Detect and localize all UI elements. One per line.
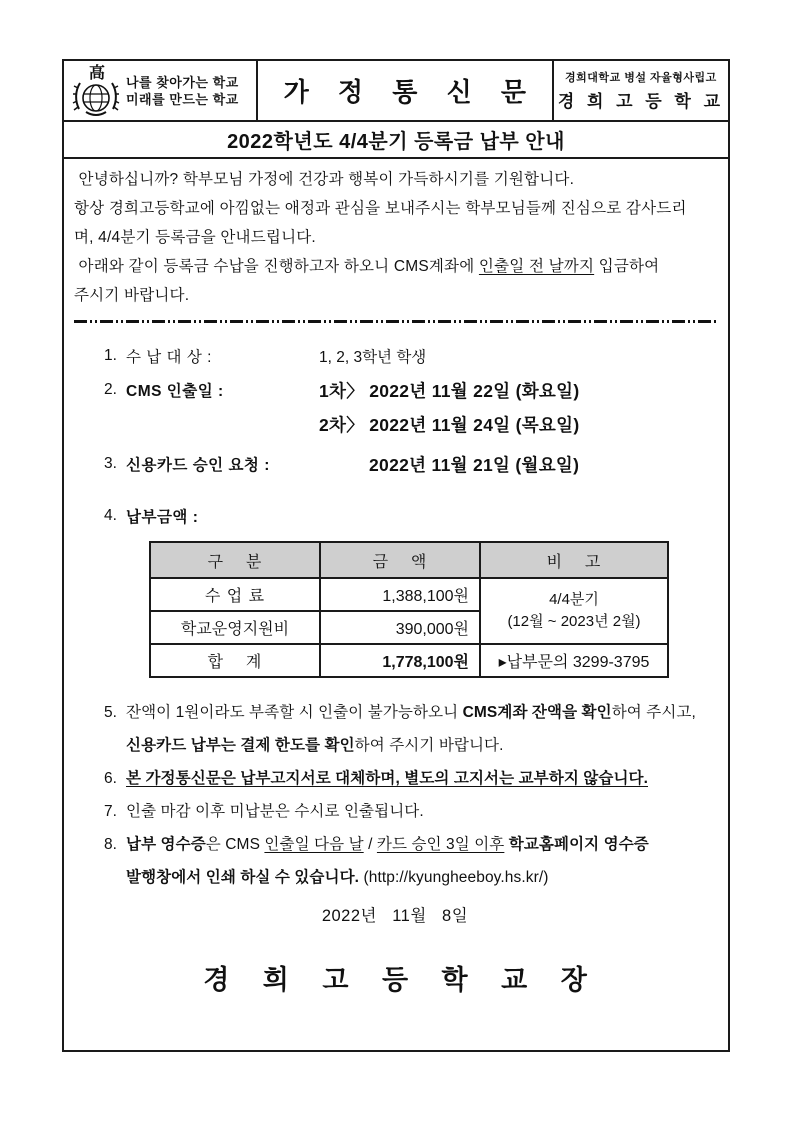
item-number: 2.: [104, 381, 117, 398]
note-number: 8.: [104, 836, 117, 853]
note-segment-bold: 납부 영수증: [126, 836, 206, 853]
item-value: 1, 2, 3학년 학생: [319, 349, 427, 366]
note-segment-bold: 신용카드 납부는 결제 한도를 확인: [126, 737, 355, 754]
intro-text: 입금하여: [594, 258, 660, 275]
homepage-url: (http://kyungheeboy.hs.kr/): [359, 869, 549, 886]
school-affiliation: 경희대학교 병설 자율형사립고: [565, 72, 717, 84]
school-motto: [126, 74, 239, 108]
note-segment: /: [363, 836, 377, 853]
note-number: 5.: [104, 704, 117, 721]
note-number: 7.: [104, 803, 117, 820]
note-segment-bold: 발행창에서 인쇄 하실 수 있습니다.: [126, 869, 360, 886]
notice-frame: [62, 59, 730, 1052]
intro-line: 안녕하십니까? 학부모님 가정에 건강과 행복이 가득하시기를 기원합니다.: [74, 171, 575, 188]
item-card-approval: [104, 447, 716, 481]
intro-line: 며, 4/4분기 등록금을 안내드립니다.: [74, 229, 316, 246]
item-value: 2022년 11월 21일 (월요일): [369, 454, 580, 475]
row-amount: 390,000원: [320, 611, 480, 644]
row-label: 수 업 료: [150, 578, 320, 611]
total-label: 합 계: [150, 644, 320, 677]
intro-line: 항상 경희고등학교에 아낌없는 애정과 관심을 보내주시는 학부모님들께 진심으로 감사드리: [74, 200, 687, 217]
notice-body: [64, 159, 728, 997]
item-label: 수 납 대 상 :: [126, 349, 212, 366]
header-left-cell: [64, 61, 258, 120]
item-label: CMS 인출일 :: [126, 383, 224, 400]
note-segment-underline: 인출일 다음 날: [264, 836, 364, 853]
note-segment-underline: 카드 승인 3일 이후: [376, 836, 505, 853]
note-text: [126, 828, 649, 894]
table-row: [150, 578, 668, 611]
notes-list: [74, 696, 716, 894]
item-cms-date: [104, 373, 716, 407]
note-receipt: [104, 828, 716, 894]
dashed-divider: [74, 320, 716, 323]
payment-table: [149, 541, 669, 678]
intro-text: 아래와 같이 등록금 수납을 진행하고자 하오니 CMS계좌에: [74, 258, 479, 275]
motto-line-1: 나를 찾아가는 학교: [126, 74, 239, 90]
header-right-cell: [554, 61, 728, 120]
item-target: [104, 339, 716, 373]
deadline-underline: 인출일 전 날까지: [478, 258, 595, 275]
row-amount: 1,388,100원: [320, 578, 480, 611]
col-header-remark: 비 고: [480, 542, 668, 578]
school-name: 경 희 고 등 학 교: [557, 92, 724, 111]
principal-signature: 경 희 고 등 학 교 장: [203, 965, 600, 995]
header: [64, 61, 728, 122]
doc-type-title: 가 정 통 신 문: [258, 61, 554, 120]
issue-date: 2022년 11월 8일: [321, 907, 469, 925]
item-cms-date-2: [104, 407, 716, 441]
item-value: 1차〉 2022년 11월 22일 (화요일): [319, 380, 580, 401]
remark-quarter-cell: [480, 578, 668, 644]
intro-paragraph: [74, 165, 716, 310]
note-text: 본 가정통신문은 납부고지서로 대체하며, 별도의 고지서는 교부하지 않습니다.: [126, 770, 648, 787]
note-segment: 잔액이 1원이라도 부족할 시 인출이 불가능하오니: [126, 704, 463, 721]
table-header-row: [150, 542, 668, 578]
notice-title: 2022학년도 4/4분기 등록금 납부 안내: [64, 122, 728, 159]
item-payment-amount: [104, 499, 716, 533]
svg-text:高: 高: [88, 64, 106, 82]
table-total-row: [150, 644, 668, 677]
remark-period: (12월 ~ 2023년 2월): [507, 613, 641, 630]
note-segment-bold: CMS계좌 잔액을 확인: [462, 704, 612, 721]
col-header-amount: 금 액: [320, 542, 480, 578]
item-number: 1.: [104, 347, 117, 364]
school-emblem-icon: [72, 63, 120, 119]
col-header-category: 구 분: [150, 542, 320, 578]
remark-quarter: 4/4분기: [549, 591, 599, 608]
total-amount: 1,778,100원: [320, 644, 480, 677]
item-label: 납부금액 :: [126, 509, 199, 526]
row-label: 학교운영지원비: [150, 611, 320, 644]
info-list: [74, 339, 716, 533]
item-number: 3.: [104, 455, 117, 472]
note-overdue: [104, 795, 716, 828]
note-segment-bold: 학교홈페이지 영수증: [504, 836, 649, 853]
intro-line: [74, 252, 716, 281]
note-segment: 하여 주시기 바랍니다.: [354, 737, 504, 754]
payment-contact: ▸납부문의 3299-3795: [480, 644, 668, 677]
note-segment: 은 CMS: [205, 836, 265, 853]
note-balance: [104, 696, 716, 762]
item-label: 신용카드 승인 요청 :: [126, 457, 270, 474]
note-number: 6.: [104, 770, 117, 787]
motto-line-2: 미래를 만드는 학교: [126, 91, 239, 107]
note-text: [126, 696, 696, 762]
item-value: 2차〉 2022년 11월 24일 (목요일): [319, 414, 580, 435]
note-text: 인출 마감 이후 미납분은 수시로 인출됩니다.: [126, 803, 424, 820]
item-number: 4.: [104, 507, 117, 524]
intro-line: 주시기 바랍니다.: [74, 287, 190, 304]
note-segment: 하여 주시고,: [611, 704, 696, 721]
note-no-bill: [104, 762, 716, 795]
